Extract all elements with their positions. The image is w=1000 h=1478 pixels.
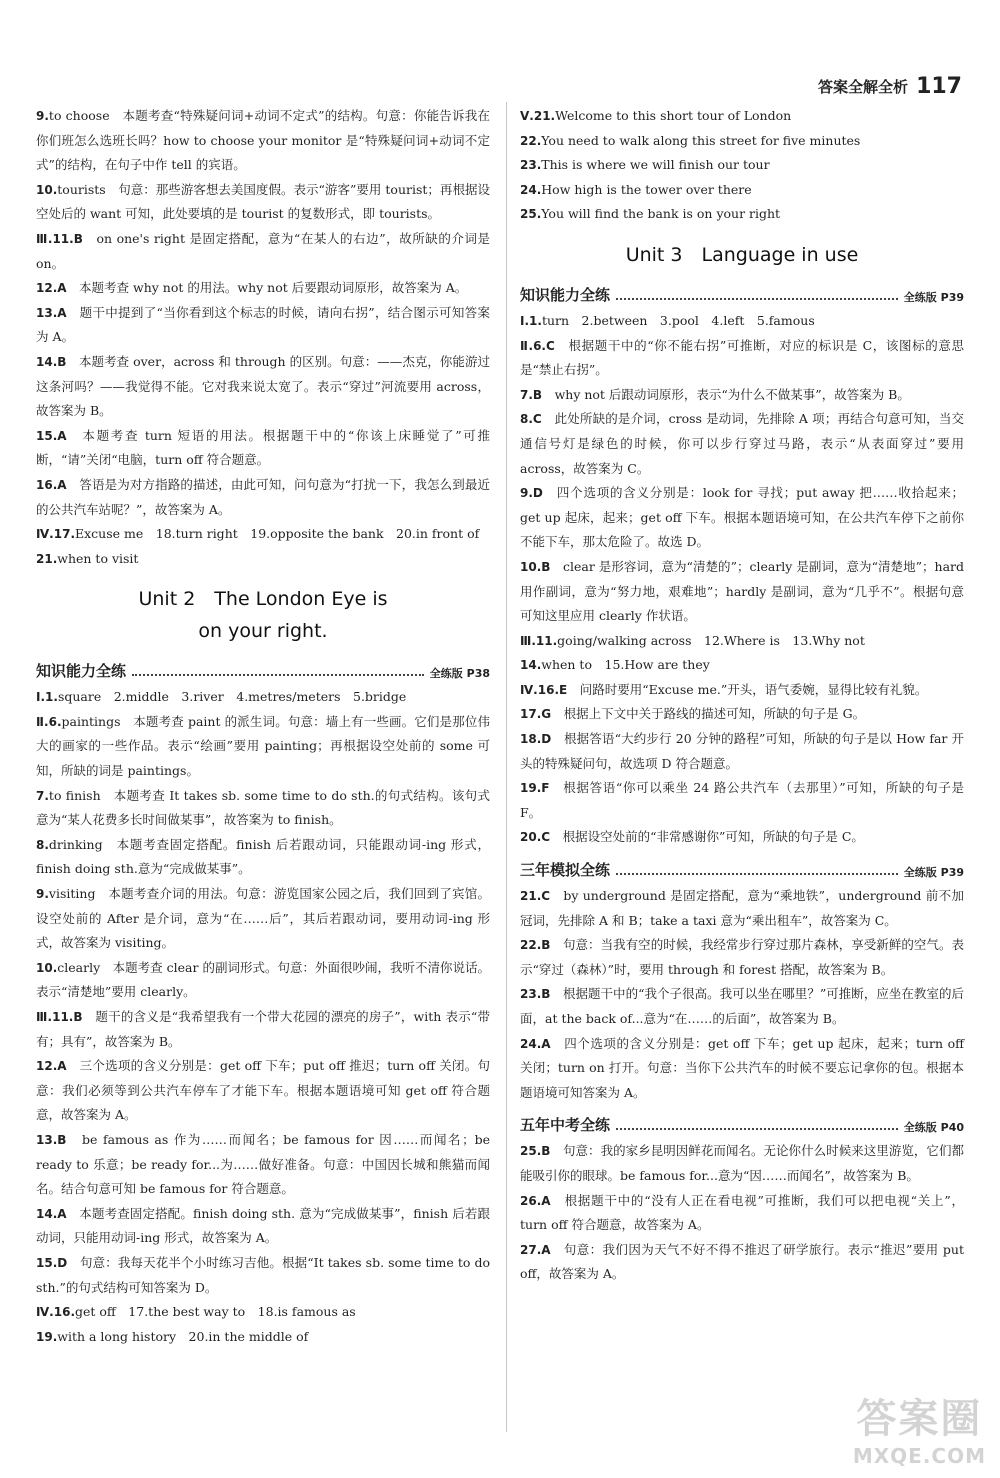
dotted-leader [616,298,898,300]
answer-item [520,776,964,825]
answer-number: Ⅰ.1. [520,313,542,328]
answer-item [36,1128,490,1202]
answer-item [520,1032,964,1106]
answer-number: 27.A [520,1242,551,1257]
answer-number: Ⅳ.16. [36,1305,75,1320]
unit-2-title-line2: on your right. [198,620,328,643]
answer-text: on one's right 是固定搭配，意为“在某人的右边”，故所缺的介词是 on。 [36,230,491,271]
watermark-line1: 答案圈 [856,1396,983,1442]
answer-item [520,202,964,227]
section-edition: 全练版 P38 [429,667,490,681]
answer-item [520,104,964,129]
answer-text: drinking 本题考查固定搭配。finish 后若跟动词，只能跟动词-ing 形式，finish doing sth.意为“完成做某事”。 [36,836,490,877]
answer-text: paintings 本题考查 paint 的派生词。句意：墙上有一些画。它们是那位伟大的画家的一些作品。表示“绘画”要用 painting；再根据设空处前的 some 可知，所缺的词是 paintings。 [36,713,490,779]
section-title: 知识能力全练 [520,285,611,304]
answer-text: going/walking across 12.Where is 13.Why not [557,632,865,648]
answer-text: when to visit [57,550,139,566]
answer-number: 19.F [520,781,550,796]
answer-item [520,653,964,678]
answer-item [520,1139,964,1188]
answer-item [520,702,964,727]
answer-text: turn 2.between 3.pool 4.left 5.famous [541,312,815,328]
section-title: 五年中考全练 [520,1116,611,1135]
answer-text: Welcome to this short tour of London [555,108,792,123]
section-header [520,1107,964,1135]
section-edition: 全练版 P39 [903,866,964,880]
section-edition: 全练版 P39 [903,290,964,304]
answer-text: 四个选项的含义分别是：get off 下车；get up 起床，起来；turn off 关闭；turn on 打开。句意：当你下公共汽车的时候不要忘记拿你的包。根据本题语境可知答案为 A。 [520,1035,964,1100]
answer-item [520,129,964,154]
answer-text: 三个选项的含义分别是：get off 下车；put off 推迟；turn off 关闭。句意：我们必须等到公共汽车停车了才能下车。根据本题语境可知 get off 符合题意，故答案为 A。 [36,1058,490,1123]
answer-text: to finish 本题考查 It takes sb. some time to do sth.的句式结构。该句式意为“某人花费多长时间做某事”，故答案为 to finish。 [36,787,490,828]
section-edition: 全练版 P40 [903,1121,964,1135]
answer-number: 10. [36,960,58,975]
answer-list [520,104,964,227]
answer-item [36,424,490,473]
answer-text: tourists 句意：那些游客想去美国度假。表示“游客”要用 tourist；再根据设空处后的 want 可知，此处要填的是 tourist 的复数形式，即 tourists。 [36,181,490,222]
answer-text: 本题考查 over，across 和 through 的区别。句意：——杰克，你能游过这条河吗？——我觉得不能。它对我来说太宽了。表示“穿过”河流要用 across，故答案为 B。 [36,353,490,419]
answer-text: 本题考查 turn 短语的用法。根据题干中的“你该上床睡觉了”可推断，“请”关闭“电脑，turn off 符合题意。 [36,427,490,468]
answer-number: Ⅳ.17. [36,527,75,542]
answer-number: 14.A [36,1206,67,1221]
answer-item [36,1054,490,1128]
answer-number: Ⅴ.21. [520,109,556,123]
answer-number: 25.B [520,1144,551,1159]
answer-text: Excuse me 18.turn right 19.opposite the bank 20.in front of [75,526,480,542]
answer-text: by underground 是固定搭配，意为“乘地铁”，underground 前不加冠词，先排除 A 和 B；take a taxi 意为“乘出租车”，故答案为 C。 [520,888,964,928]
page-number: 117 [916,73,962,99]
answer-number: 9.D [520,486,543,501]
answer-number: Ⅲ.11.B [36,231,83,246]
answer-item [520,1238,964,1287]
answer-item [36,301,490,350]
answer-item [520,481,964,555]
answer-number: Ⅲ.11.B [36,1010,83,1024]
answer-text: How high is the tower over there [541,181,752,197]
unit-2-title-line1: Unit 2 The London Eye is [138,588,388,611]
answer-number: 7.B [520,387,543,402]
answer-item [36,882,490,956]
answer-number: 24.A [520,1036,551,1051]
answer-item [36,1005,490,1054]
answer-text: to choose 本题考查“特殊疑问词+动词不定式”的结构。句意：你能告诉我在你们班怎么选班长吗？how to choose your monitor 是“特殊疑问词+动词不定式”的结构，在句子中作 tell 的宾语。 [36,108,490,173]
answer-item [36,227,490,276]
watermark-line2: MXQE.COM [852,1444,986,1468]
answer-item [520,933,964,982]
header-title: 答案全解全析 [818,77,909,96]
answer-text: clearly 本题考查 clear 的副词形式。句意：外面很吵闹，我听不清你说话。表示“清楚地”要用 clearly。 [36,959,490,1000]
answer-number: 8. [36,837,49,852]
answer-item [36,685,490,710]
answer-item [36,522,490,547]
answer-text: 根据答语“你可以乘坐 24 路公共汽车（去那里）”可知，所缺的句子是 F。 [520,780,964,820]
answer-text: 句意：我的家乡昆明因鲜花而闻名。无论你什么时候来这里游览，它们都能吸引你的眼球。be famous for...意为“因……而闻名”，故答案为 B。 [520,1143,964,1183]
answer-number: Ⅱ.6. [36,714,62,729]
answer-text: You will find the bank is on your right [541,206,781,222]
answer-number: Ⅱ.6.C [520,338,555,353]
answer-number: 23. [520,158,542,173]
answer-item [36,710,490,784]
answer-text: You need to walk along this street for five minutes [541,132,861,148]
answer-text: 句意：我每天花半个小时练习吉他。根据“It takes sb. some time to do sth.”的句式结构可知答案为 D。 [36,1254,490,1295]
answer-number: 21.C [520,889,551,904]
answer-number: 25. [520,207,542,222]
answer-number: 22. [520,133,542,148]
answer-text: visiting 本题考查介词的用法。句意：游览国家公园之后，我们回到了宾馆。设空处前的 After 是介词，意为“在……后”，其后若跟动词，要用动词-ing 形式，故答案为 visiting。 [36,886,490,951]
answer-number: 19. [36,1329,58,1344]
dotted-leader [132,674,424,676]
answer-text: This is where we will finish our tour [541,157,770,173]
section-header [520,852,964,880]
answer-item [36,547,490,572]
answer-number: 15.A [36,428,67,443]
answer-item [36,350,490,424]
answer-item [520,982,964,1031]
answer-item [36,104,490,178]
answer-item [520,1189,964,1238]
answer-text: get off 17.the best way to 18.is famous as [75,1304,356,1320]
dotted-leader [616,873,898,875]
answer-item [520,153,964,178]
answer-number: 7. [36,788,49,803]
answer-list [520,1139,964,1287]
answer-number: 13.B [36,1132,67,1147]
answer-item [520,555,964,629]
answer-number: 14.B [36,354,67,369]
answer-text: 根据答语“大约步行 20 分钟的路程”可知，所缺的句子是以 How far 开头的特殊疑问句，故选项 D 符合题意。 [520,731,964,771]
answer-number: 17.G [520,707,552,722]
answer-number: 21. [36,551,58,566]
answer-item [36,178,490,227]
unit-3-title: Unit 3 Language in use [625,243,859,266]
answer-number: 12.A [36,281,67,296]
answer-text: 题干中提到了“当你看到这个标志的时候，请向右拐”，结合图示可知答案为 A。 [36,304,490,345]
answer-item [36,276,490,301]
answer-number: 26.A [520,1193,551,1208]
watermark-logo [853,1387,986,1468]
answer-text: 根据题干中的“没有人正在看电视”可推断，我们可以把电视“关上”，turn off 符合题意，故答案为 A。 [520,1192,964,1233]
right-column [520,104,964,1287]
answer-list [36,685,490,1349]
answer-item [36,956,490,1005]
page-header [818,66,962,106]
answer-text: when to 15.How are they [541,657,710,673]
answer-item [36,1251,490,1300]
answer-text: 句意：当我有空的时候，我经常步行穿过那片森林，享受新鲜的空气。表示“穿过（森林）”时，要用 through 和 forest 搭配，故答案为 B。 [520,937,964,977]
answer-item [36,833,490,882]
answer-text: why not 后跟动词原形，表示“为什么不做某事”，故答案为 B。 [542,386,910,402]
section-header [520,277,964,305]
answer-number: 16.A [36,477,67,492]
answer-number: 15.D [36,1255,68,1270]
answer-text: 问路时要用“Excuse me.”开头，语气委婉，显得比较有礼貌。 [567,681,928,697]
answer-number: 10. [36,182,58,197]
answer-item [520,309,964,334]
dotted-leader [616,1128,898,1130]
answer-item [520,825,964,850]
answer-number: 13.A [36,305,67,320]
answer-text: 根据上下文中关于路线的描述可知，所缺的句子是 G。 [551,706,866,722]
answer-item [520,334,964,383]
column-divider [506,102,507,1432]
answer-number: 9. [36,109,49,123]
answer-item [36,1300,490,1325]
answer-number: 22.B [520,938,551,953]
answer-item [520,383,964,408]
answer-list [520,884,964,1105]
answer-number: 10.B [520,559,551,574]
answer-text: 根据设空处前的“非常感谢你”可知，所缺的句子是 C。 [550,829,864,845]
answer-number: Ⅰ.1. [36,690,58,705]
section-title: 三年模拟全练 [520,861,611,880]
answer-number: 18.D [520,732,552,747]
answer-text: 根据题干中的“你不能右拐”可推断，对应的标识是 C，该图标的意思是“禁止右拐”。 [520,337,964,378]
answer-text: 本题考查固定搭配。finish doing sth. 意为“完成做某事”，finish 后若跟动词，只能用动词-ing 形式，故答案为 A。 [36,1205,490,1246]
answer-item [520,629,964,654]
answer-item [520,178,964,203]
answer-text: with a long history 20.in the middle of [57,1328,309,1344]
answer-item [36,784,490,833]
answer-item [520,727,964,776]
answer-item [520,884,964,933]
answer-text: 题干的含义是“我希望我有一个带大花园的漂亮的房子”，with 表示“带有；具有”，故答案为 B。 [36,1009,490,1049]
answer-list [36,104,490,571]
answer-item [36,1202,490,1251]
answer-text: 本题考查 why not 的用法。why not 后要跟动词原形，故答案为 A。 [66,280,468,296]
answer-number: Ⅳ.16.E [520,682,568,697]
answer-text: 四个选项的含义分别是：look for 寻找；put away 把……收拾起来；get up 起床，起来；get off 下车。根据本题语境可知，在公共汽车停下之前你不能下车，那太危险了。故选 D。 [520,485,964,550]
section-header [36,653,490,681]
answer-number: 23.B [520,987,551,1002]
answer-number: 20.C [520,830,551,845]
answer-number: 14. [520,658,542,673]
unit-2-title [36,583,490,647]
answer-item [520,407,964,481]
answer-text: 此处所缺的是介词，cross 是动词，先排除 A 项；再结合句意可知，当交通信号灯是绿色的时候，你可以步行穿过马路，表示“从表面穿过”要用 across，故答案为 C。 [520,411,964,476]
left-column [36,104,490,1349]
answer-text: square 2.middle 3.river 4.metres/meters 5.bridge [57,689,407,705]
answer-number: 12.A [36,1059,67,1074]
answer-item [520,678,964,703]
answer-text: 根据题干中的“我个子很高。我可以坐在哪里？”可推断，应坐在教室的后面，at the back of...意为“在……的后面”，故答案为 B。 [520,986,964,1026]
answer-number: 9. [36,887,49,902]
answer-list [520,309,964,850]
answer-text: be famous as 作为……而闻名；be famous for 因……而闻名；be ready to 乐意；be ready for...为……做好准备。句意：中国因长城和熊猫而闻名。结合句意可知 be famous for 符合题意。 [36,1131,490,1197]
answer-number: Ⅲ.11. [520,633,558,648]
answer-item [36,1325,490,1350]
answer-item [36,473,490,522]
answer-number: 8.C [520,412,542,427]
answer-text: 句意：我们因为天气不好不得不推迟了研学旅行。表示“推迟”要用 put off，故答案为 A。 [520,1241,964,1282]
section-title: 知识能力全练 [36,662,127,681]
answer-text: clear 是形容词，意为“清楚的”；clearly 是副词，意为“清楚地”；hard 用作副词，意为“努力地，艰难地”；hardly 是副词，意为“几乎不”。根据句意可知这里应用 clearly 作状语。 [520,558,964,624]
answer-number: 24. [520,182,542,197]
answer-text: 答语是为对方指路的描述，由此可知，问句意为“打扰一下，我怎么到最近的公共汽车站呢？”，故答案为 A。 [36,476,490,517]
